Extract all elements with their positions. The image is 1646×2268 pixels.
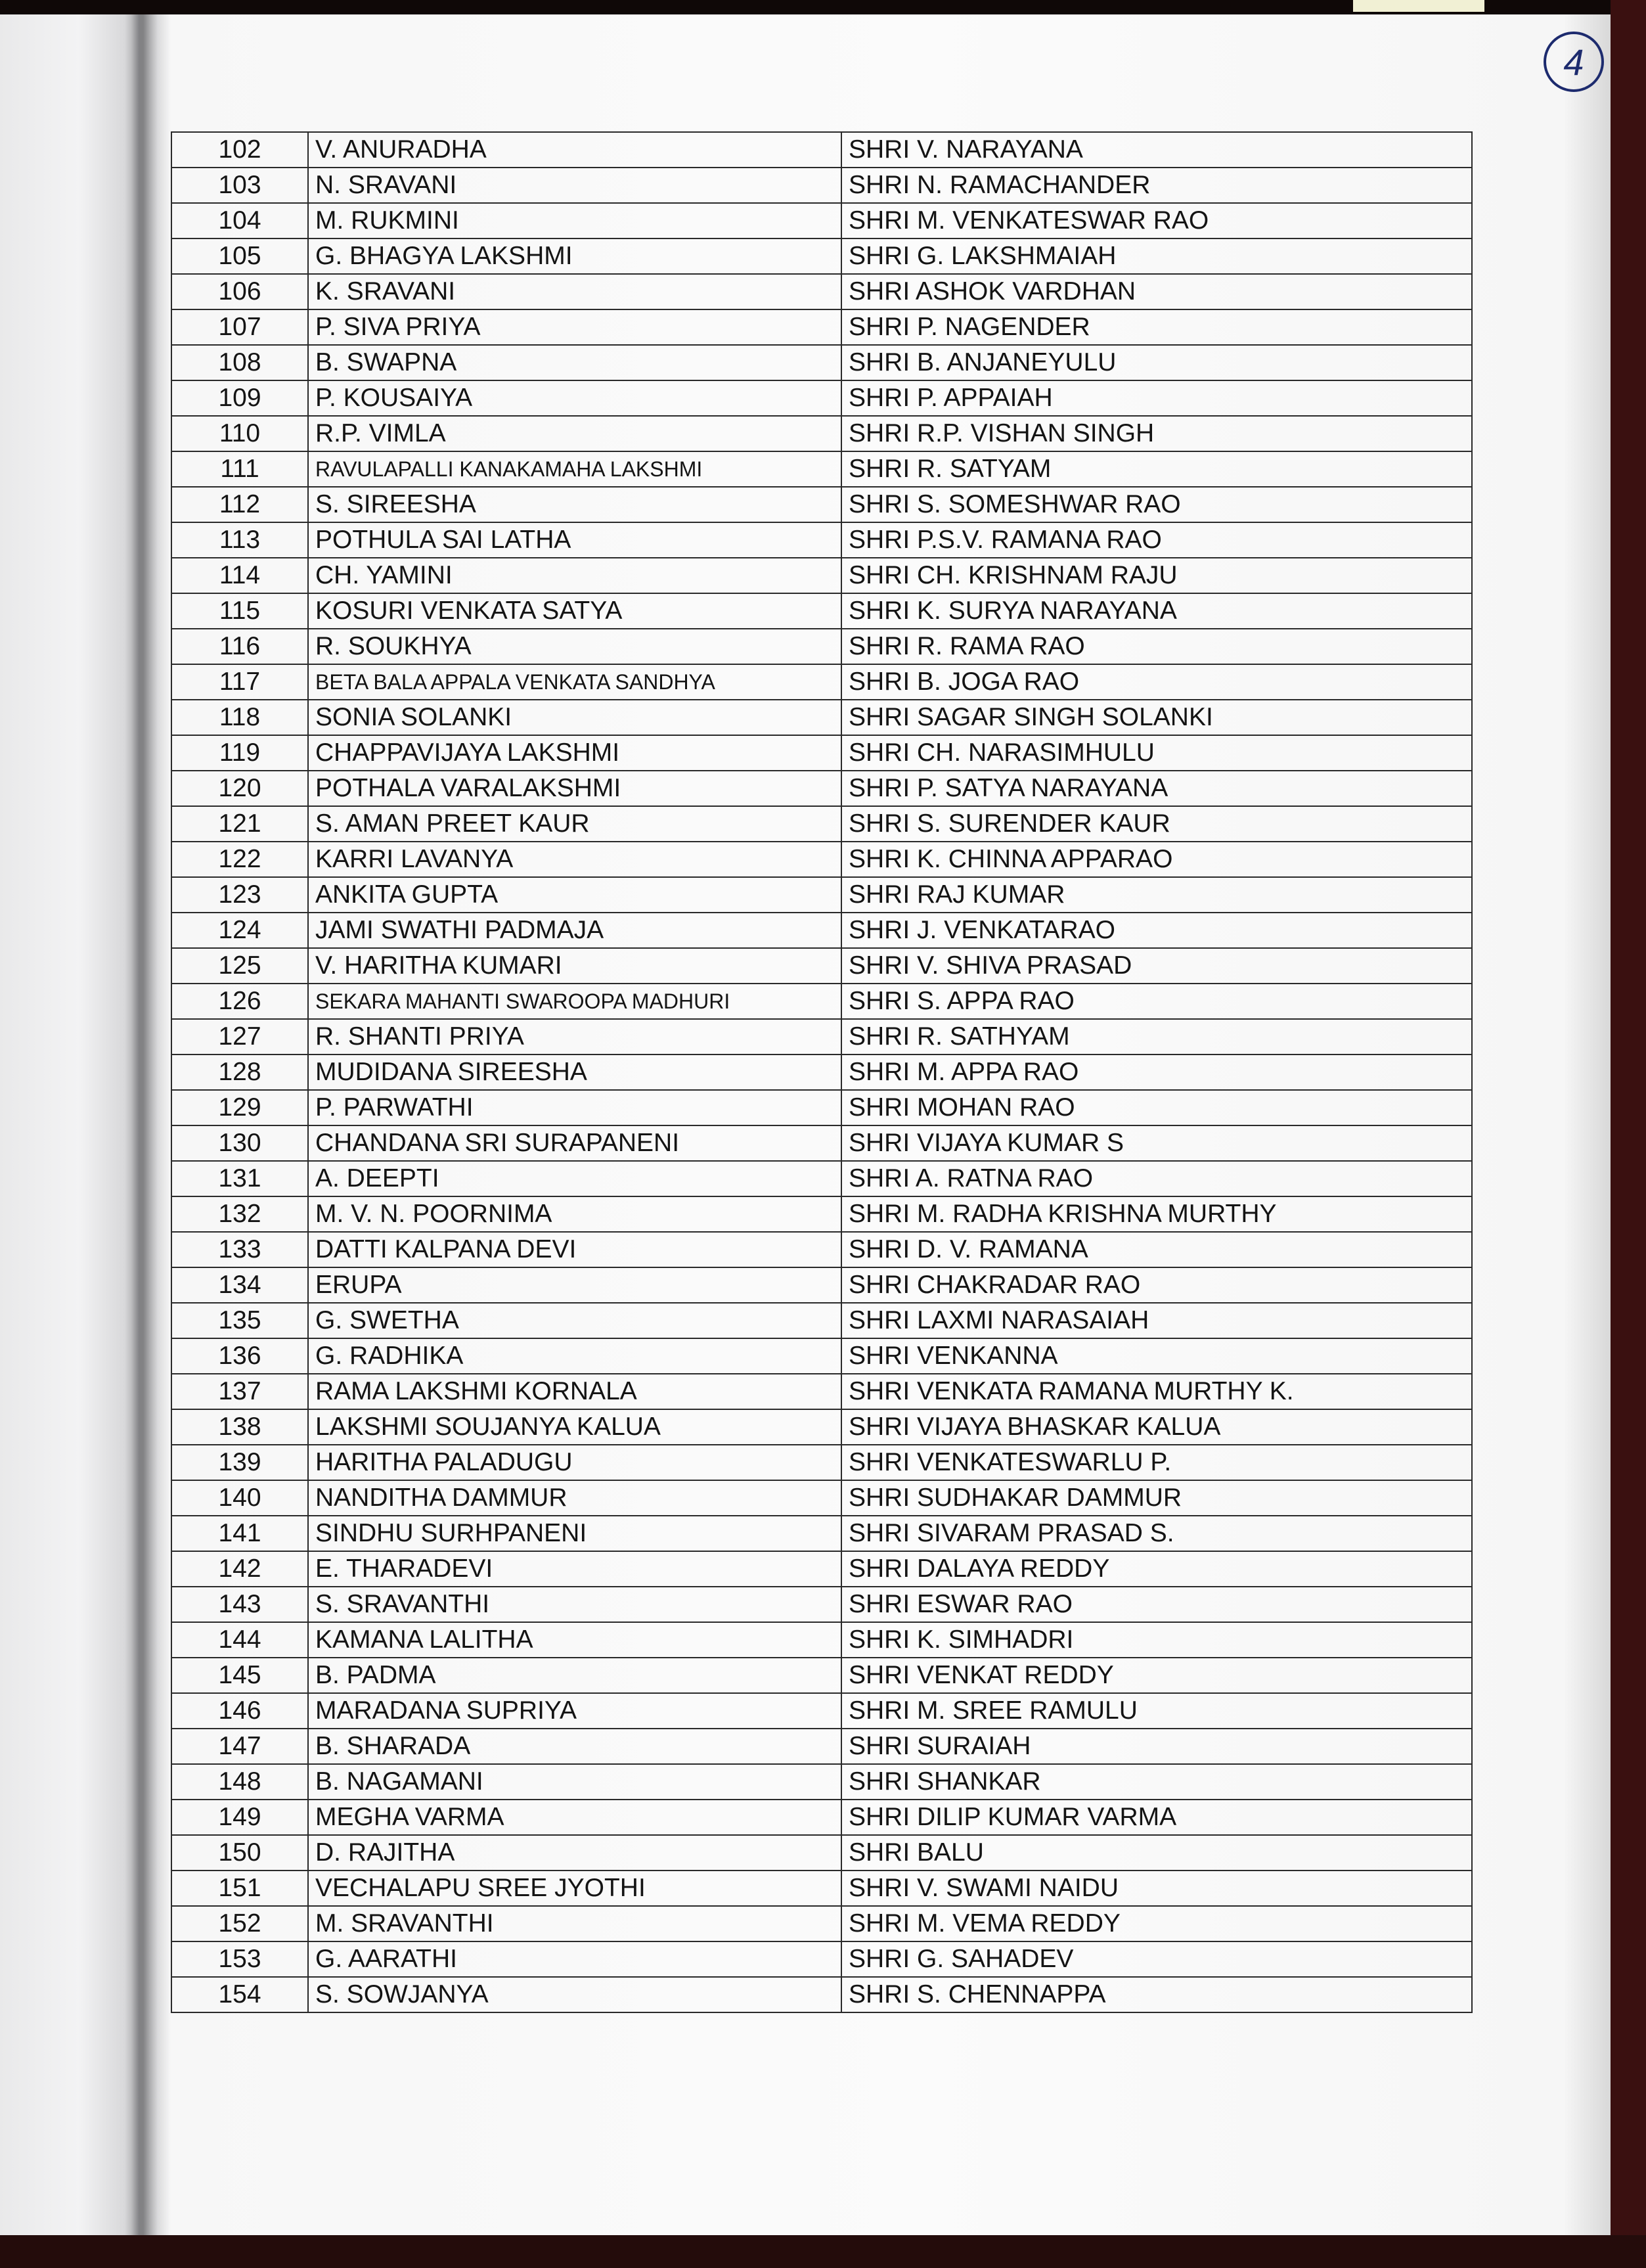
serial-number-cell: 107 bbox=[171, 309, 308, 345]
serial-number-cell: 119 bbox=[171, 735, 308, 771]
father-name-cell: SHRI M. VENKATESWAR RAO bbox=[841, 203, 1472, 238]
serial-number-cell: 146 bbox=[171, 1693, 308, 1729]
table-row bbox=[171, 1019, 1472, 1055]
father-name-cell: SHRI ESWAR RAO bbox=[841, 1587, 1472, 1622]
father-name-cell: SHRI V. NARAYANA bbox=[841, 132, 1472, 168]
candidate-name-cell: B. PADMA bbox=[308, 1658, 841, 1693]
table-row bbox=[171, 1800, 1472, 1835]
serial-number-cell: 154 bbox=[171, 1977, 308, 2012]
candidate-name-cell: ANKITA GUPTA bbox=[308, 877, 841, 913]
serial-number-cell: 131 bbox=[171, 1161, 308, 1196]
page-tab-marker bbox=[1353, 0, 1484, 12]
candidate-name-cell: P. SIVA PRIYA bbox=[308, 309, 841, 345]
table-row bbox=[171, 522, 1472, 558]
serial-number-cell: 111 bbox=[171, 451, 308, 487]
serial-number-cell: 117 bbox=[171, 664, 308, 700]
candidate-name-cell: CHANDANA SRI SURAPANENI bbox=[308, 1125, 841, 1161]
serial-number-cell: 103 bbox=[171, 168, 308, 203]
serial-number-cell: 115 bbox=[171, 593, 308, 629]
candidate-name-cell: P. PARWATHI bbox=[308, 1090, 841, 1125]
serial-number-cell: 140 bbox=[171, 1480, 308, 1516]
serial-number-cell: 152 bbox=[171, 1906, 308, 1941]
candidate-name-cell: MEGHA VARMA bbox=[308, 1800, 841, 1835]
table-row bbox=[171, 1232, 1472, 1267]
candidate-name-cell: M. V. N. POORNIMA bbox=[308, 1196, 841, 1232]
table-row bbox=[171, 1977, 1472, 2012]
father-name-cell: SHRI M. APPA RAO bbox=[841, 1055, 1472, 1090]
candidate-name-cell: SINDHU SURHPANENI bbox=[308, 1516, 841, 1551]
father-name-cell: SHRI P. SATYA NARAYANA bbox=[841, 771, 1472, 806]
serial-number-cell: 121 bbox=[171, 806, 308, 842]
candidate-name-cell: G. SWETHA bbox=[308, 1303, 841, 1338]
table-row bbox=[171, 1587, 1472, 1622]
candidate-name-cell: POTHALA VARALAKSHMI bbox=[308, 771, 841, 806]
table-row bbox=[171, 380, 1472, 416]
candidate-name-cell: VECHALAPU SREE JYOTHI bbox=[308, 1871, 841, 1906]
serial-number-cell: 129 bbox=[171, 1090, 308, 1125]
father-name-cell: SHRI S. SURENDER KAUR bbox=[841, 806, 1472, 842]
serial-number-cell: 123 bbox=[171, 877, 308, 913]
scan-frame-bottom bbox=[0, 2235, 1646, 2268]
father-name-cell: SHRI M. RADHA KRISHNA MURTHY bbox=[841, 1196, 1472, 1232]
table-row bbox=[171, 593, 1472, 629]
table-row bbox=[171, 168, 1472, 203]
father-name-cell: SHRI SIVARAM PRASAD S. bbox=[841, 1516, 1472, 1551]
serial-number-cell: 148 bbox=[171, 1764, 308, 1800]
serial-number-cell: 112 bbox=[171, 487, 308, 522]
father-name-cell: SHRI S. CHENNAPPA bbox=[841, 1977, 1472, 2012]
father-name-cell: SHRI CH. KRISHNAM RAJU bbox=[841, 558, 1472, 593]
candidate-name-cell: POTHULA SAI LATHA bbox=[308, 522, 841, 558]
table-row bbox=[171, 1871, 1472, 1906]
candidate-name-cell: R. SOUKHYA bbox=[308, 629, 841, 664]
table-row bbox=[171, 877, 1472, 913]
candidate-name-cell: ERUPA bbox=[308, 1267, 841, 1303]
table-row bbox=[171, 558, 1472, 593]
father-name-cell: SHRI R.P. VISHAN SINGH bbox=[841, 416, 1472, 451]
father-name-cell: SHRI SHANKAR bbox=[841, 1764, 1472, 1800]
candidate-name-cell: P. KOUSAIYA bbox=[308, 380, 841, 416]
father-name-cell: SHRI D. V. RAMANA bbox=[841, 1232, 1472, 1267]
father-name-cell: SHRI SUDHAKAR DAMMUR bbox=[841, 1480, 1472, 1516]
table-row bbox=[171, 309, 1472, 345]
table-row bbox=[171, 1090, 1472, 1125]
candidate-name-cell: SEKARA MAHANTI SWAROOPA MADHURI bbox=[308, 984, 841, 1019]
father-name-cell: SHRI ASHOK VARDHAN bbox=[841, 274, 1472, 309]
candidate-name-cell: LAKSHMI SOUJANYA KALUA bbox=[308, 1409, 841, 1445]
father-name-cell: SHRI P. NAGENDER bbox=[841, 309, 1472, 345]
father-name-cell: SHRI DILIP KUMAR VARMA bbox=[841, 1800, 1472, 1835]
table-row bbox=[171, 1516, 1472, 1551]
candidate-name-cell: SONIA SOLANKI bbox=[308, 700, 841, 735]
serial-number-cell: 134 bbox=[171, 1267, 308, 1303]
father-name-cell: SHRI BALU bbox=[841, 1835, 1472, 1871]
serial-number-cell: 149 bbox=[171, 1800, 308, 1835]
candidate-name-cell: B. SHARADA bbox=[308, 1729, 841, 1764]
candidate-name-cell: KARRI LAVANYA bbox=[308, 842, 841, 877]
candidate-name-cell: BETA BALA APPALA VENKATA SANDHYA bbox=[308, 664, 841, 700]
serial-number-cell: 109 bbox=[171, 380, 308, 416]
serial-number-cell: 135 bbox=[171, 1303, 308, 1338]
table-row bbox=[171, 664, 1472, 700]
table-row bbox=[171, 1303, 1472, 1338]
father-name-cell: SHRI CH. NARASIMHULU bbox=[841, 735, 1472, 771]
candidate-name-cell: S. SOWJANYA bbox=[308, 1977, 841, 2012]
candidate-name-cell: G. AARATHI bbox=[308, 1941, 841, 1977]
serial-number-cell: 108 bbox=[171, 345, 308, 380]
candidate-name-cell: CHAPPAVIJAYA LAKSHMI bbox=[308, 735, 841, 771]
table-row bbox=[171, 1055, 1472, 1090]
father-name-cell: SHRI V. SWAMI NAIDU bbox=[841, 1871, 1472, 1906]
father-name-cell: SHRI M. VEMA REDDY bbox=[841, 1906, 1472, 1941]
candidate-name-cell: DATTI KALPANA DEVI bbox=[308, 1232, 841, 1267]
serial-number-cell: 106 bbox=[171, 274, 308, 309]
table-row bbox=[171, 1941, 1472, 1977]
table-row bbox=[171, 1338, 1472, 1374]
candidate-name-cell: S. AMAN PREET KAUR bbox=[308, 806, 841, 842]
candidate-name-cell: RAMA LAKSHMI KORNALA bbox=[308, 1374, 841, 1409]
table-row bbox=[171, 629, 1472, 664]
father-name-cell: SHRI VENKAT REDDY bbox=[841, 1658, 1472, 1693]
candidate-name-cell: MUDIDANA SIREESHA bbox=[308, 1055, 841, 1090]
candidate-name-cell: A. DEEPTI bbox=[308, 1161, 841, 1196]
table-row bbox=[171, 203, 1472, 238]
candidate-name-cell: V. HARITHA KUMARI bbox=[308, 948, 841, 984]
candidate-name-cell: N. SRAVANI bbox=[308, 168, 841, 203]
father-name-cell: SHRI R. SATHYAM bbox=[841, 1019, 1472, 1055]
serial-number-cell: 145 bbox=[171, 1658, 308, 1693]
table-row bbox=[171, 1196, 1472, 1232]
serial-number-cell: 141 bbox=[171, 1516, 308, 1551]
serial-number-cell: 150 bbox=[171, 1835, 308, 1871]
candidate-list-body bbox=[171, 132, 1472, 2012]
father-name-cell: SHRI R. RAMA RAO bbox=[841, 629, 1472, 664]
table-row bbox=[171, 1764, 1472, 1800]
father-name-cell: SHRI J. VENKATARAO bbox=[841, 913, 1472, 948]
serial-number-cell: 143 bbox=[171, 1587, 308, 1622]
candidate-name-cell: R.P. VIMLA bbox=[308, 416, 841, 451]
table-row bbox=[171, 1551, 1472, 1587]
father-name-cell: SHRI VIJAYA KUMAR S bbox=[841, 1125, 1472, 1161]
table-row bbox=[171, 1480, 1472, 1516]
serial-number-cell: 118 bbox=[171, 700, 308, 735]
table-row bbox=[171, 1622, 1472, 1658]
candidate-name-cell: S. SRAVANTHI bbox=[308, 1587, 841, 1622]
serial-number-cell: 113 bbox=[171, 522, 308, 558]
candidate-name-cell: K. SRAVANI bbox=[308, 274, 841, 309]
serial-number-cell: 104 bbox=[171, 203, 308, 238]
serial-number-cell: 133 bbox=[171, 1232, 308, 1267]
serial-number-cell: 122 bbox=[171, 842, 308, 877]
table-row bbox=[171, 913, 1472, 948]
serial-number-cell: 116 bbox=[171, 629, 308, 664]
table-row bbox=[171, 487, 1472, 522]
page-number-mark: 4 bbox=[1544, 32, 1604, 92]
candidate-list-table bbox=[171, 131, 1473, 2013]
father-name-cell: SHRI K. SIMHADRI bbox=[841, 1622, 1472, 1658]
father-name-cell: SHRI B. JOGA RAO bbox=[841, 664, 1472, 700]
serial-number-cell: 147 bbox=[171, 1729, 308, 1764]
father-name-cell: SHRI S. APPA RAO bbox=[841, 984, 1472, 1019]
candidate-name-cell: M. SRAVANTHI bbox=[308, 1906, 841, 1941]
serial-number-cell: 102 bbox=[171, 132, 308, 168]
candidate-name-cell: HARITHA PALADUGU bbox=[308, 1445, 841, 1480]
table-row bbox=[171, 806, 1472, 842]
candidate-name-cell: G. RADHIKA bbox=[308, 1338, 841, 1374]
candidate-name-cell: R. SHANTI PRIYA bbox=[308, 1019, 841, 1055]
father-name-cell: SHRI M. SREE RAMULU bbox=[841, 1693, 1472, 1729]
father-name-cell: SHRI R. SATYAM bbox=[841, 451, 1472, 487]
candidate-name-cell: MARADANA SUPRIYA bbox=[308, 1693, 841, 1729]
candidate-name-cell: KAMANA LALITHA bbox=[308, 1622, 841, 1658]
father-name-cell: SHRI P.S.V. RAMANA RAO bbox=[841, 522, 1472, 558]
candidate-name-cell: E. THARADEVI bbox=[308, 1551, 841, 1587]
serial-number-cell: 136 bbox=[171, 1338, 308, 1374]
candidate-name-cell: NANDITHA DAMMUR bbox=[308, 1480, 841, 1516]
serial-number-cell: 128 bbox=[171, 1055, 308, 1090]
serial-number-cell: 132 bbox=[171, 1196, 308, 1232]
table-row bbox=[171, 1835, 1472, 1871]
table-row bbox=[171, 1729, 1472, 1764]
father-name-cell: SHRI VENKATESWARLU P. bbox=[841, 1445, 1472, 1480]
candidate-name-cell: KOSURI VENKATA SATYA bbox=[308, 593, 841, 629]
table-row bbox=[171, 842, 1472, 877]
father-name-cell: SHRI SAGAR SINGH SOLANKI bbox=[841, 700, 1472, 735]
table-row bbox=[171, 1445, 1472, 1480]
candidate-name-cell: D. RAJITHA bbox=[308, 1835, 841, 1871]
father-name-cell: SHRI G. SAHADEV bbox=[841, 1941, 1472, 1977]
table-row bbox=[171, 274, 1472, 309]
serial-number-cell: 151 bbox=[171, 1871, 308, 1906]
table-row bbox=[171, 238, 1472, 274]
scan-frame-right bbox=[1611, 0, 1646, 2268]
serial-number-cell: 153 bbox=[171, 1941, 308, 1977]
candidate-name-cell: V. ANURADHA bbox=[308, 132, 841, 168]
father-name-cell: SHRI VIJAYA BHASKAR KALUA bbox=[841, 1409, 1472, 1445]
serial-number-cell: 126 bbox=[171, 984, 308, 1019]
serial-number-cell: 125 bbox=[171, 948, 308, 984]
father-name-cell: SHRI RAJ KUMAR bbox=[841, 877, 1472, 913]
candidate-name-cell: S. SIREESHA bbox=[308, 487, 841, 522]
table-row bbox=[171, 1374, 1472, 1409]
serial-number-cell: 130 bbox=[171, 1125, 308, 1161]
father-name-cell: SHRI SURAIAH bbox=[841, 1729, 1472, 1764]
father-name-cell: SHRI B. ANJANEYULU bbox=[841, 345, 1472, 380]
father-name-cell: SHRI DALAYA REDDY bbox=[841, 1551, 1472, 1587]
father-name-cell: SHRI VENKANNA bbox=[841, 1338, 1472, 1374]
father-name-cell: SHRI P. APPAIAH bbox=[841, 380, 1472, 416]
table-row bbox=[171, 1693, 1472, 1729]
father-name-cell: SHRI S. SOMESHWAR RAO bbox=[841, 487, 1472, 522]
candidate-name-cell: CH. YAMINI bbox=[308, 558, 841, 593]
table-row bbox=[171, 1658, 1472, 1693]
table-row bbox=[171, 416, 1472, 451]
table-row bbox=[171, 1267, 1472, 1303]
binding-gutter bbox=[131, 14, 158, 2235]
table-row bbox=[171, 984, 1472, 1019]
table-row bbox=[171, 735, 1472, 771]
candidate-name-cell: RAVULAPALLI KANAKAMAHA LAKSHMI bbox=[308, 451, 841, 487]
table-row bbox=[171, 1409, 1472, 1445]
serial-number-cell: 138 bbox=[171, 1409, 308, 1445]
candidate-name-cell: JAMI SWATHI PADMAJA bbox=[308, 913, 841, 948]
table-row bbox=[171, 700, 1472, 735]
serial-number-cell: 139 bbox=[171, 1445, 308, 1480]
serial-number-cell: 124 bbox=[171, 913, 308, 948]
candidate-name-cell: B. SWAPNA bbox=[308, 345, 841, 380]
table-row bbox=[171, 345, 1472, 380]
father-name-cell: SHRI V. SHIVA PRASAD bbox=[841, 948, 1472, 984]
father-name-cell: SHRI LAXMI NARASAIAH bbox=[841, 1303, 1472, 1338]
table-row bbox=[171, 132, 1472, 168]
father-name-cell: SHRI MOHAN RAO bbox=[841, 1090, 1472, 1125]
father-name-cell: SHRI A. RATNA RAO bbox=[841, 1161, 1472, 1196]
serial-number-cell: 144 bbox=[171, 1622, 308, 1658]
table-row bbox=[171, 1906, 1472, 1941]
serial-number-cell: 105 bbox=[171, 238, 308, 274]
father-name-cell: SHRI G. LAKSHMAIAH bbox=[841, 238, 1472, 274]
serial-number-cell: 137 bbox=[171, 1374, 308, 1409]
serial-number-cell: 110 bbox=[171, 416, 308, 451]
table-row bbox=[171, 1161, 1472, 1196]
serial-number-cell: 127 bbox=[171, 1019, 308, 1055]
table-row bbox=[171, 771, 1472, 806]
father-name-cell: SHRI K. CHINNA APPARAO bbox=[841, 842, 1472, 877]
table-row bbox=[171, 1125, 1472, 1161]
candidate-name-cell: M. RUKMINI bbox=[308, 203, 841, 238]
table-row bbox=[171, 948, 1472, 984]
table-row bbox=[171, 451, 1472, 487]
father-name-cell: SHRI CHAKRADAR RAO bbox=[841, 1267, 1472, 1303]
father-name-cell: SHRI K. SURYA NARAYANA bbox=[841, 593, 1472, 629]
father-name-cell: SHRI N. RAMACHANDER bbox=[841, 168, 1472, 203]
candidate-name-cell: G. BHAGYA LAKSHMI bbox=[308, 238, 841, 274]
candidate-name-cell: B. NAGAMANI bbox=[308, 1764, 841, 1800]
father-name-cell: SHRI VENKATA RAMANA MURTHY K. bbox=[841, 1374, 1472, 1409]
serial-number-cell: 120 bbox=[171, 771, 308, 806]
serial-number-cell: 142 bbox=[171, 1551, 308, 1587]
serial-number-cell: 114 bbox=[171, 558, 308, 593]
